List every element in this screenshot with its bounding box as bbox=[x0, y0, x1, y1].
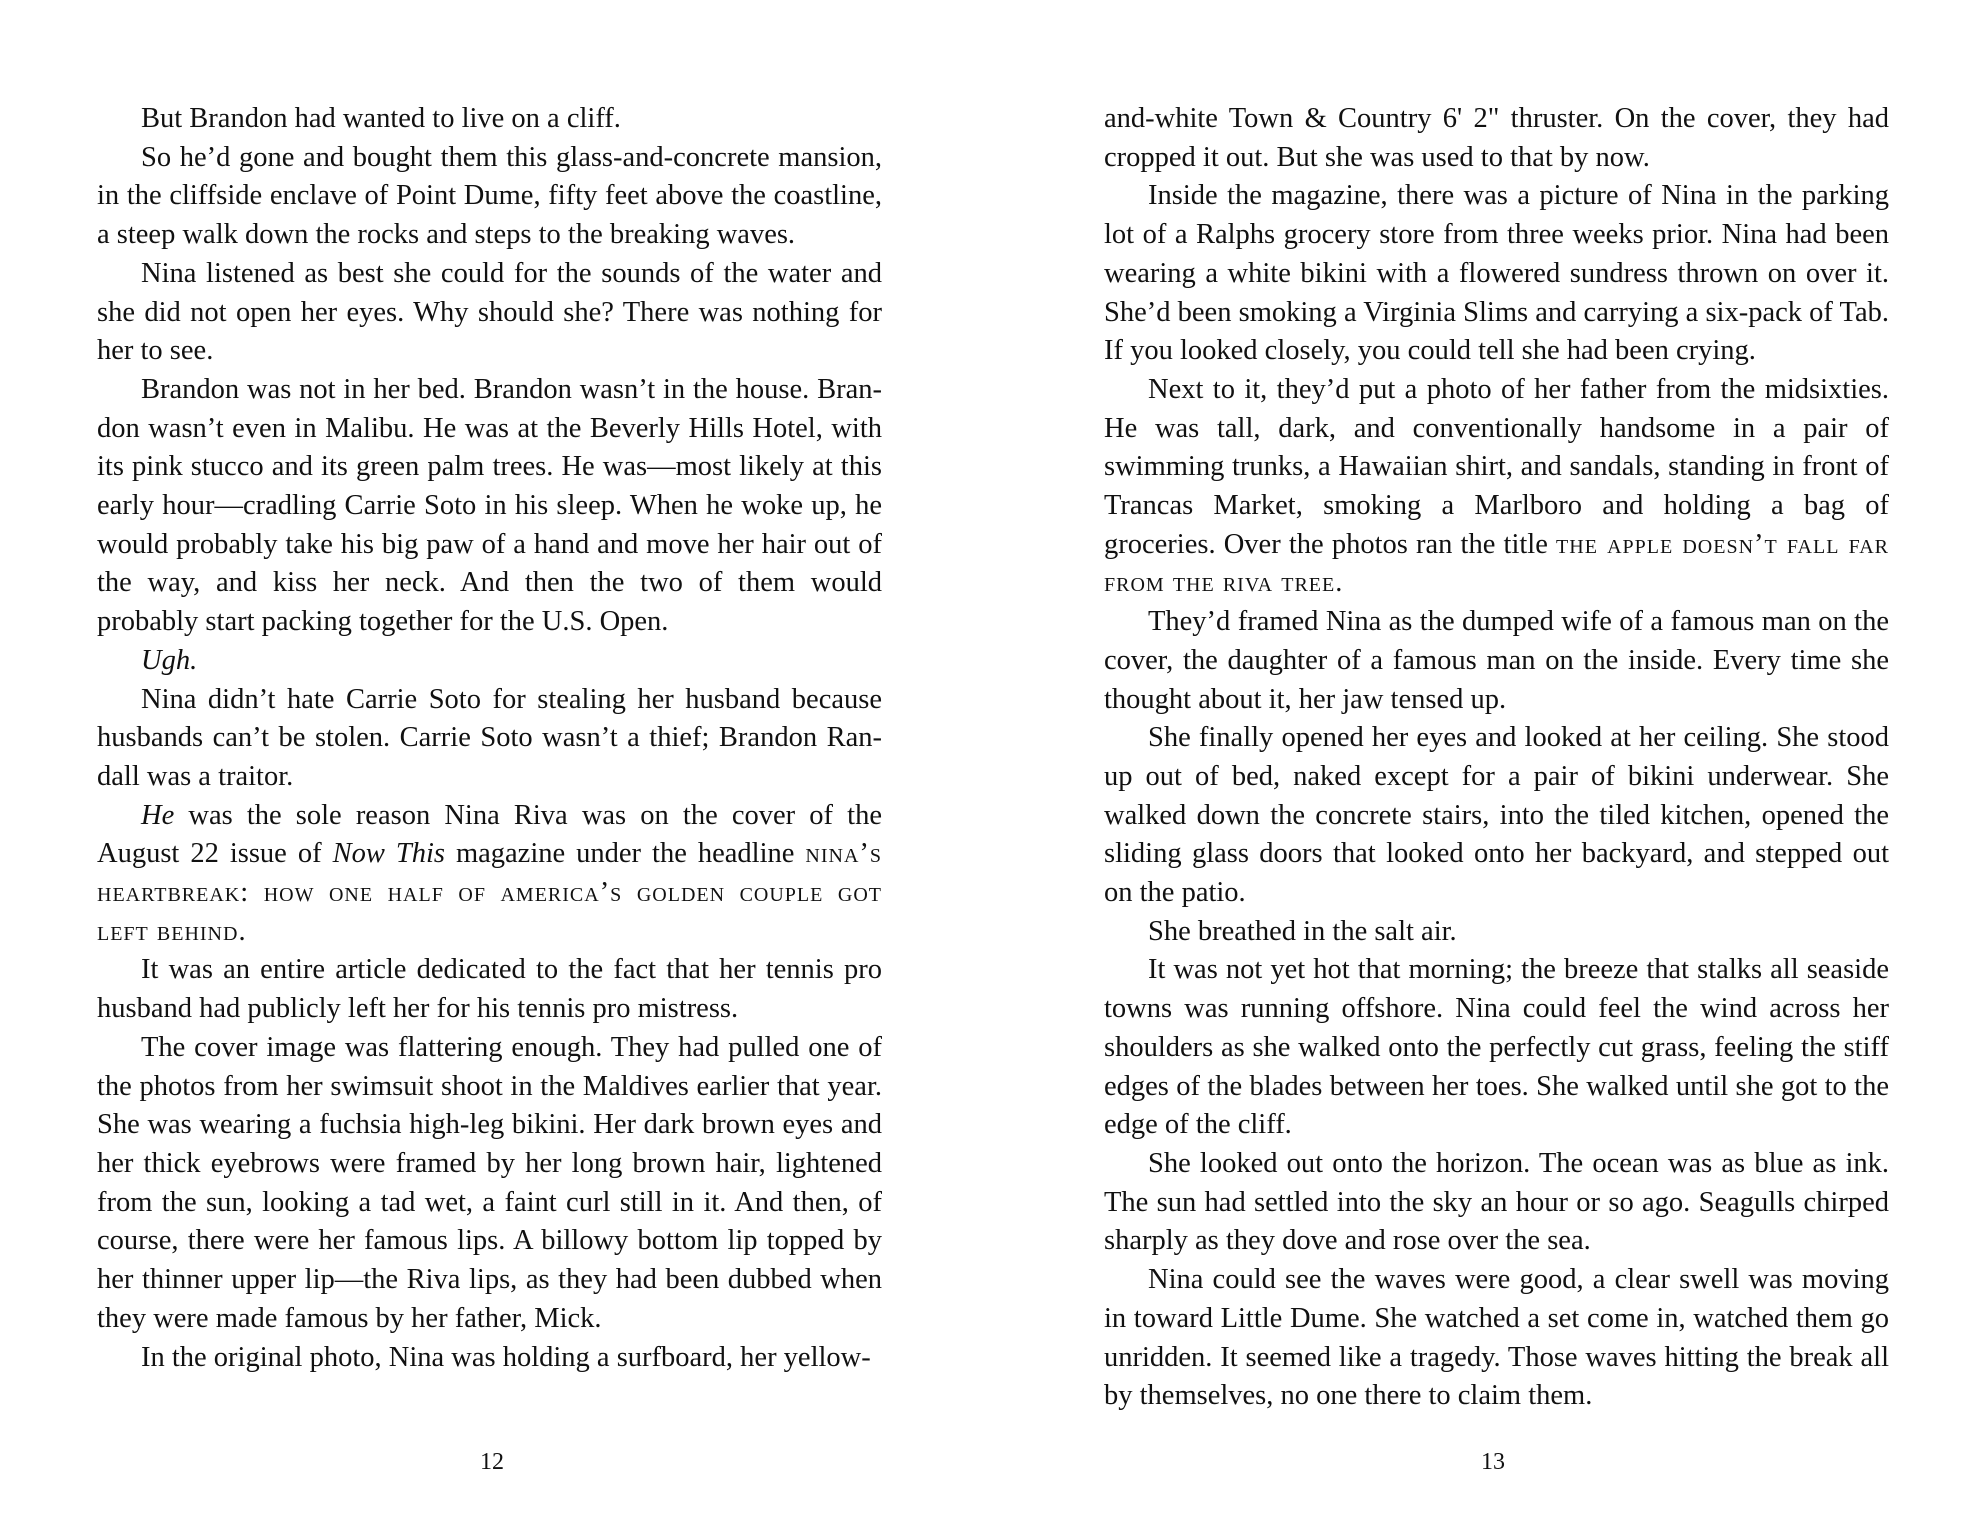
paragraph: They’d framed Nina as the dumped wife of a famous man on the cover, the daughter of a famous man on the inside. Every time she thought about it, her jaw tensed up. bbox=[1104, 606, 1889, 715]
paragraph: But Brandon had wanted to live on a cliff. bbox=[141, 103, 621, 134]
left-page-text bbox=[97, 100, 882, 1377]
paragraph: So he’d gone and bought them this glass-and-concrete mansion, in the cliffside enclave of Point Dume, fifty feet above the coastline, a steep walk down the rocks and steps to the breaking waves. bbox=[97, 141, 882, 251]
page-number: 13 bbox=[1481, 1449, 1505, 1475]
paragraph: Nina didn’t hate Carrie Soto for stealing her husband because husbands can’t be stolen. Carrie Soto wasn’t a thief; Brandon Randall was a traitor. bbox=[97, 683, 882, 792]
paragraph bbox=[1104, 371, 1889, 603]
paragraph-text: Next to it, they’d put a photo of her father from the midsixties. He was tall, dark, and conventionally handsome in a pair of swimming trunks, a Hawaiian shirt, and sandals, standing in front of Trancas Market, smoking a Marlboro and holding a bag of groceries. Over the photos ran the title bbox=[1104, 373, 1889, 560]
magazine-title: Now This bbox=[332, 838, 445, 870]
italic-interjection: Ugh. bbox=[141, 644, 198, 676]
paragraph bbox=[97, 642, 882, 681]
paragraph: Brandon was not in her bed. Brandon wasn’t in the house. Brandon wasn’t even in Malibu. He was at the Beverly Hills Hotel, with its pink stucco and its green palm trees. He was—most likely at this early hour—cradling Carrie Soto in his sleep. When he woke up, he would probably take his big paw of a hand and move her hair out of the way, and kiss her neck. And then the two of them would probably start packing together for the U.S. Open. bbox=[97, 373, 882, 638]
paragraph: and-white Town & Country 6' 2" thruster. On the cover, they had cropped it out. But she was used to that by now. bbox=[1104, 103, 1889, 173]
magazine-headline: nina’s heartbreak: how one half of america’s golden couple got left behind bbox=[97, 838, 882, 947]
paragraph bbox=[97, 797, 882, 952]
right-page-text bbox=[1104, 100, 1889, 1416]
paragraph: She finally opened her eyes and looked at her ceiling. She stood up out of bed, naked except for a pair of bikini underwear. She walked down the concrete stairs, into the tiled kitchen, opened the sliding glass doors that looked onto her backyard, and stepped out on the patio. bbox=[1104, 722, 1889, 909]
paragraph: She looked out onto the horizon. The ocean was as blue as ink. The sun had settled into the sky an hour or so ago. Seagulls chirped sharply as they dove and rose over the sea. bbox=[1104, 1147, 1889, 1257]
paragraph: The cover image was flattering enough. They had pulled one of the photos from her swimsuit shoot in the Maldives earlier that year. She was wearing a fuchsia high-leg bikini. Her dark brown eyes and her thick eyebrows were framed by her long brown hair, lightened from the sun, looking a tad wet, a faint curl still in it. And then, of course, there were her famous lips. A billowy bottom lip topped by her thinner upper lip—the Riva lips, as they had been dubbed when they were made famous by her father, Mick. bbox=[97, 1031, 882, 1334]
paragraph: In the original photo, Nina was holding a surfboard, her yellow- bbox=[141, 1341, 871, 1373]
paragraph: Inside the magazine, there was a picture of Nina in the parking lot of a Ralphs grocery store from three weeks prior. Nina had been wearing a white bikini with a flowered sundress thrown on over it. She’d been smoking a Virginia Slims and carrying a six-pack of Tab. If you looked closely, you could tell she had been crying. bbox=[1104, 180, 1889, 367]
paragraph: Nina could see the waves were good, a clear swell was moving in toward Little Dume. She watched a set come in, watched them go unridden. It seemed like a tragedy. Those waves hitting the break all by themselves, no one there to claim them. bbox=[1104, 1264, 1889, 1412]
paragraph-text: . bbox=[1335, 567, 1343, 599]
paragraph: It was not yet hot that morning; the breeze that stalks all seaside towns was running offshore. Nina could feel the wind across her shoulders as she walked onto the perfectly cut grass, feeling the stiff edges of the blades between her toes. She walked until she got to the edge of the cliff. bbox=[1104, 954, 1889, 1141]
right-page bbox=[992, 0, 1984, 1538]
paragraph: She breathed in the salt air. bbox=[1148, 915, 1457, 947]
paragraph-text: was the sole reason Nina Riva was on the cover of the August 22 issue of bbox=[97, 799, 882, 870]
italic-he: He bbox=[141, 799, 175, 831]
paragraph-text: magazine under the headline bbox=[444, 838, 806, 870]
paragraph: It was an entire article dedicated to the fact that her tennis pro husband had publicly left her for his tennis pro mistress. bbox=[97, 954, 882, 1025]
page-number: 12 bbox=[480, 1449, 504, 1475]
magazine-title-line: the apple doesn’t fall far from the riva tree bbox=[1104, 528, 1889, 599]
paragraph-text: . bbox=[238, 915, 246, 947]
paragraph: Nina listened as best she could for the sounds of the water and she did not open her eyes. Why should she? There was nothing for her to see. bbox=[97, 257, 882, 367]
